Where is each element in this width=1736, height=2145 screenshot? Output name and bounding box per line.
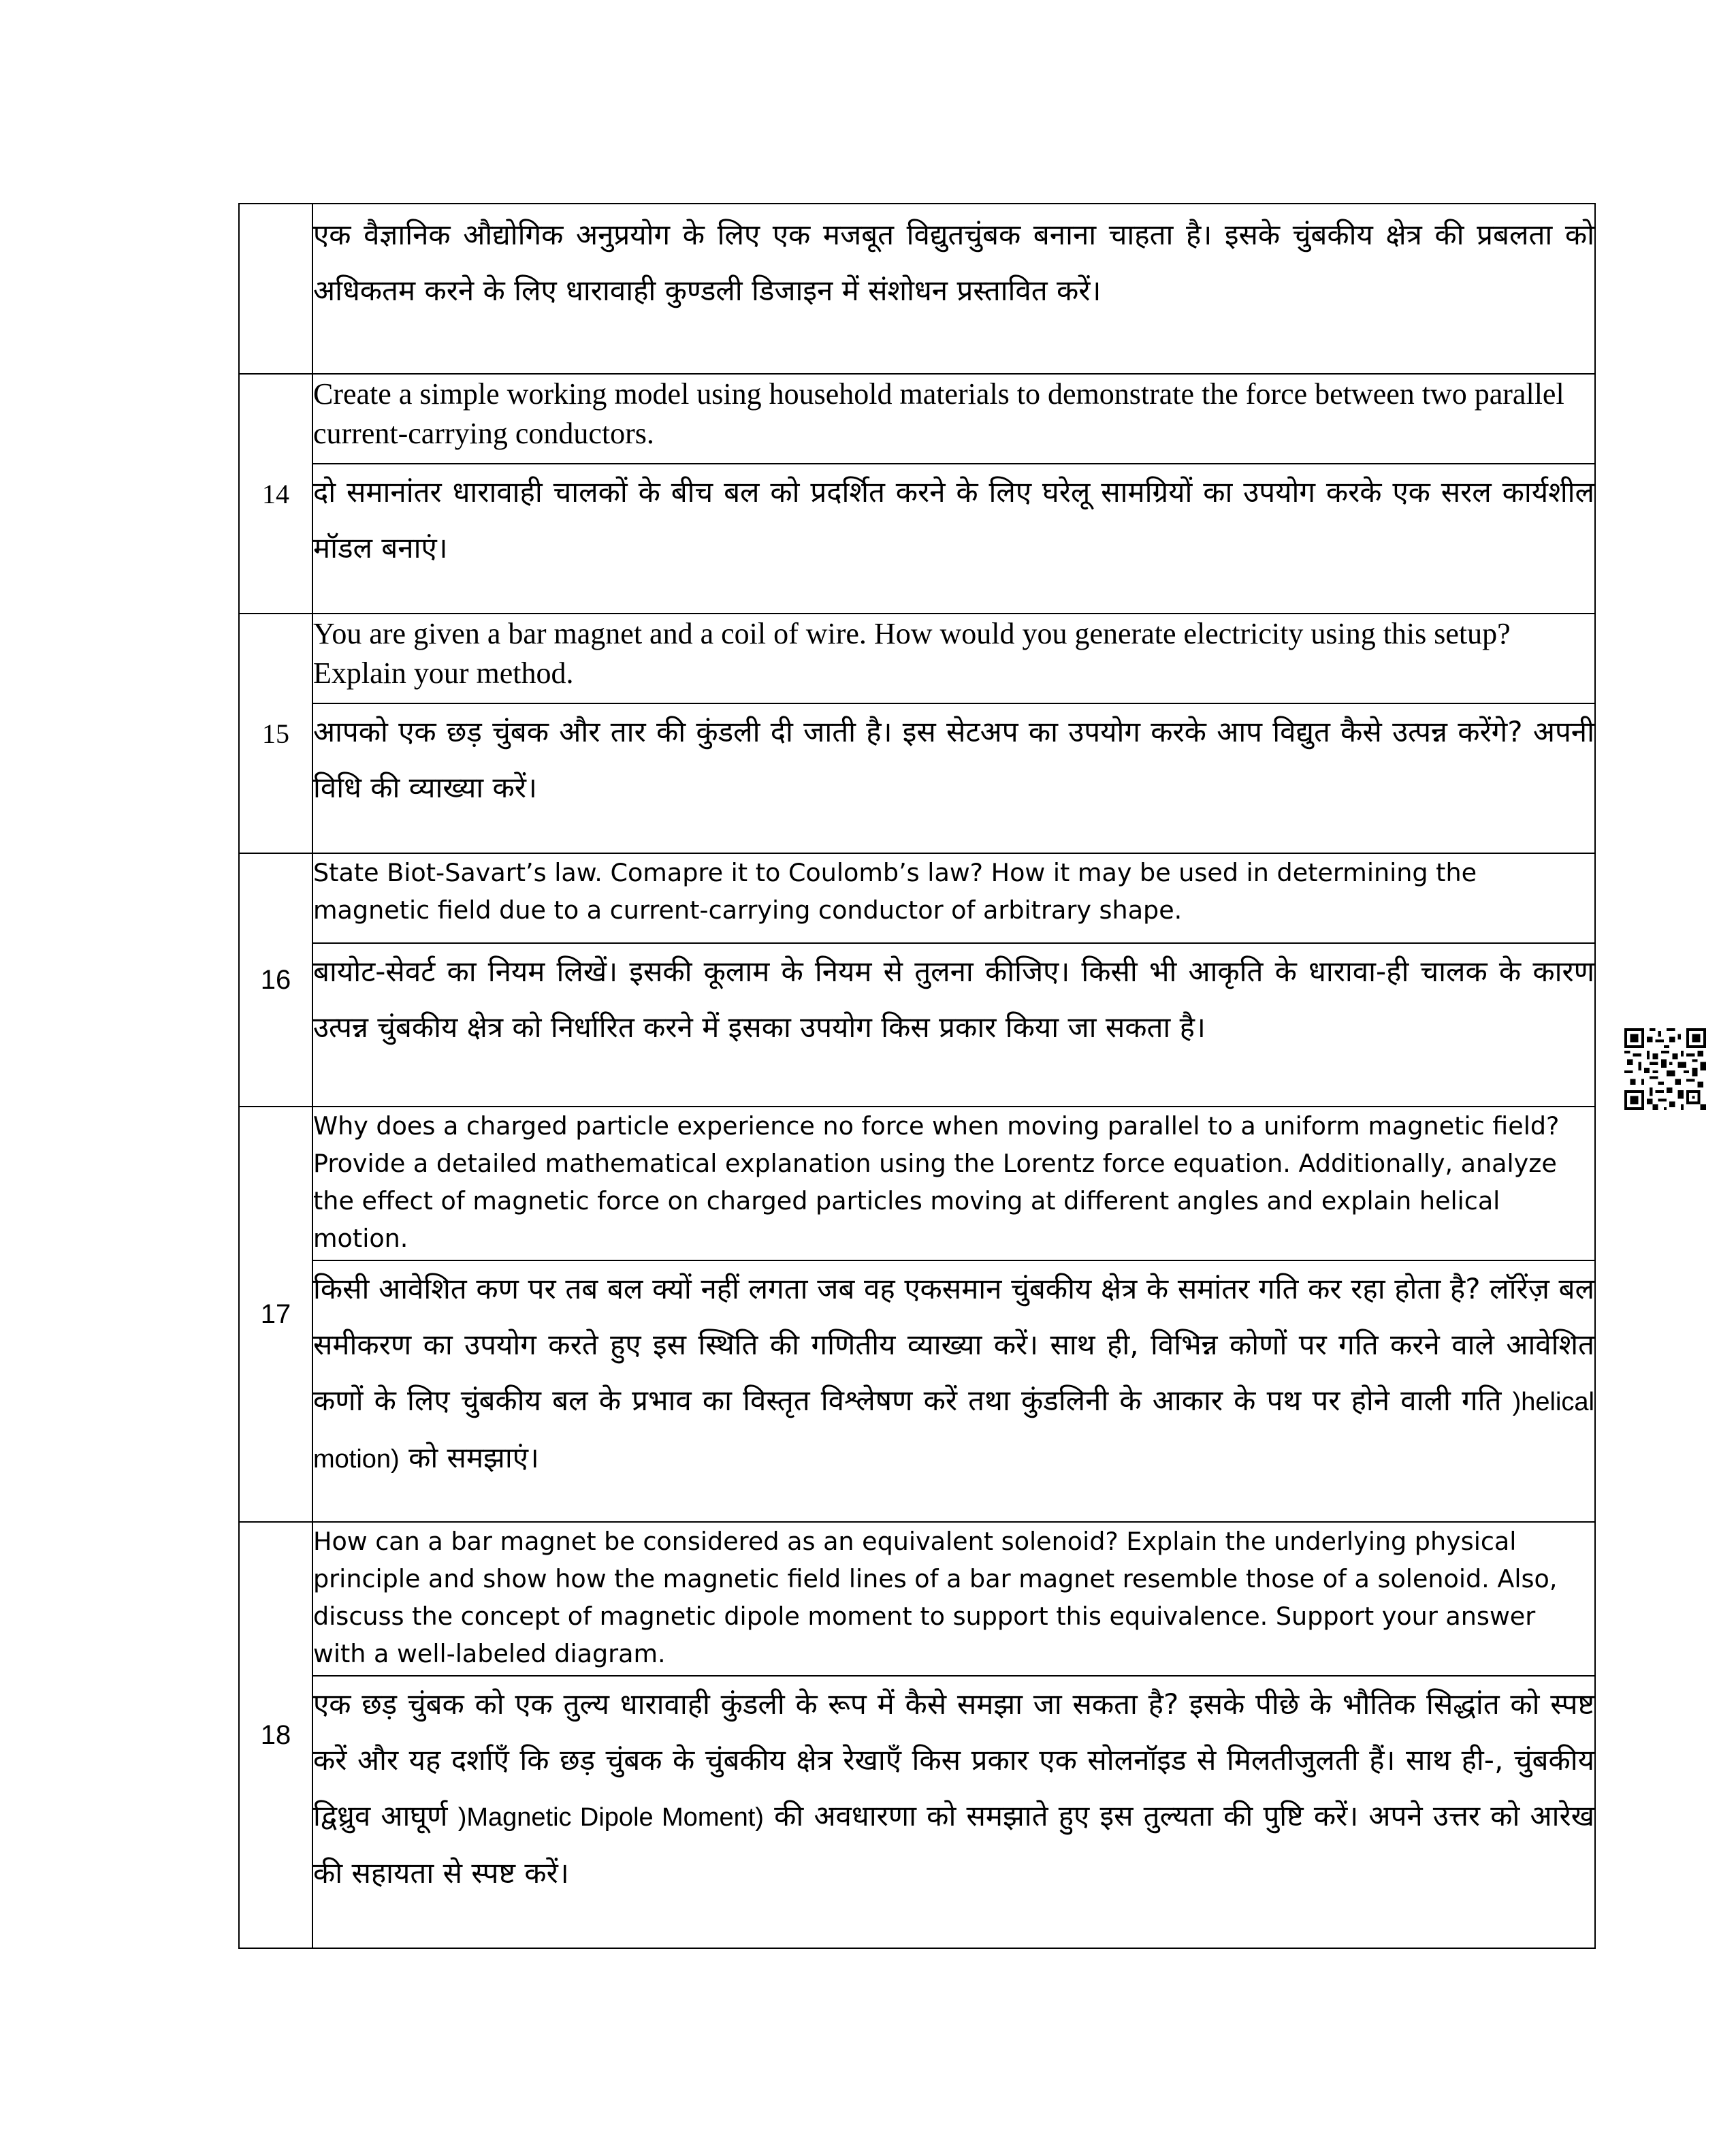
q13-hindi-row [239,204,1595,374]
q16-number: 16 [260,964,291,995]
q14-number: 14 [262,478,289,509]
q17-english-row [239,1107,1595,1260]
q14-hindi-row [239,464,1595,614]
q18-english-row [239,1522,1595,1676]
q14-number-cell [239,374,312,614]
q15-english-row [239,614,1595,703]
q14-hindi-text: दो समानांतर धारावाही चालकों के बीच बल को प्रदर्शित करने के लिए घरेलू सामग्रियों का उपयोग करके एक सरल कार्यशील मॉडल बनाएं। [312,464,1595,614]
q15-hindi-text: आपको एक छड़ चुंबक और तार की कुंडली दी जाती है। इस सेटअप का उपयोग करके आप विद्युत कैसे उत्पन्न करेंगे? अपनी विधि की व्याख्या करें। [312,703,1595,853]
q18-hindi-part-a: एक छड़ चुंबक को एक तुल्य धारावाही कुंडली के रूप में कैसे समझा जा सकता है? इसके पीछे के भौतिक सिद्धांत को स्पष्ट करें और यह दर्शाएँ कि छड़ चुंबक के चुंबकीय क्षेत्र रेखाएँ किस प्रकार एक सोलनॉइड से मिलतीजुलती हैं। साथ ही-, चुंबकीय द्विध्रुव आघूर्ण [313,1687,1594,1832]
qr-code-icon [1624,1028,1706,1110]
q16-english-text: State Biot-Savart’s law. Comapre it to Coulomb’s law? How it may be used in determining the magnetic field due to a current-carrying conductor of arbitrary shape. [312,853,1595,943]
q17-hindi-part-b: को समझाएं। [399,1441,539,1474]
q18-hindi-part-b: की अवधारणा को समझाते हुए इस तुल्यता की पुष्टि करें। अपने उत्तर को आरेख की सहायता से स्पष्ट करें। [313,1799,1594,1890]
q15-number-cell [239,614,312,853]
q17-number-cell [239,1107,312,1522]
q15-number: 15 [262,718,289,749]
q18-hindi-text [312,1676,1595,1948]
q15-english-text: You are given a bar magnet and a coil of wire. How would you generate electricity using this setup? Explain your method. [312,614,1595,703]
q18-number: 18 [260,1719,291,1750]
q14-english-row [239,374,1595,464]
q15-hindi-row [239,703,1595,853]
q17-number: 17 [260,1299,291,1329]
q16-number-cell [239,853,312,1107]
q17-hindi-latin: )helical motion) [313,1388,1594,1474]
question-sheet [238,203,1596,1949]
q18-english-text: How can a bar magnet be considered as an equivalent solenoid? Explain the underlying physical principle and show how the magnetic field lines of a bar magnet resemble those of a solenoid. Also, discuss the concept of magnetic dipole moment to support this equivalence. Support your answer with a well-labeled diagram. [312,1522,1595,1676]
q16-hindi-row [239,943,1595,1107]
q17-hindi-row [239,1260,1595,1522]
q18-hindi-row [239,1676,1595,1948]
q14-english-text: Create a simple working model using household materials to demonstrate the force between two parallel current-carrying conductors. [312,374,1595,464]
q13-number-cell [239,204,312,374]
q18-number-cell [239,1522,312,1948]
q16-english-row [239,853,1595,943]
q16-hindi-text: बायोट-सेवर्ट का नियम लिखें। इसकी कूलाम के नियम से तुलना कीजिए। किसी भी आकृति के धारावा-ही चालक के कारण उत्पन्न चुंबकीय क्षेत्र को निर्धारित करने में इसका उपयोग किस प्रकार किया जा सकता है। [312,943,1595,1107]
question-table [238,203,1596,1949]
q18-hindi-latin: )Magnetic Dipole Moment) [457,1803,764,1832]
q17-hindi-text [312,1260,1595,1522]
q17-english-text: Why does a charged particle experience no force when moving parallel to a uniform magnetic field? Provide a detailed mathematical explanation using the Lorentz force equation. Additionally, analyze the effect of magnetic force on charged particles moving at different angles and explain helical motion. [312,1107,1595,1260]
q17-hindi-part-a: किसी आवेशित कण पर तब बल क्यों नहीं लगता जब वह एकसमान चुंबकीय क्षेत्र के समांतर गति कर रहा होता है? लॉरेंज़ बल समीकरण का उपयोग करते हुए इस स्थिति की गणितीय व्याख्या करें। साथ ही, विभिन्न कोणों पर गति करने वाले आवेशित कणों के लिए चुंबकीय बल के प्रभाव का विस्तृत विश्लेषण करें तथा कुंडलिनी के आकार के पथ पर होने वाली गति [313,1272,1594,1417]
q13-hindi-text: एक वैज्ञानिक औद्योगिक अनुप्रयोग के लिए एक मजबूत विद्युतचुंबक बनाना चाहता है। इसके चुंबकीय क्षेत्र की प्रबलता को अधिकतम करने के लिए धारावाही कुण्डली डिजाइन में संशोधन प्रस्तावित करें। [312,204,1595,374]
